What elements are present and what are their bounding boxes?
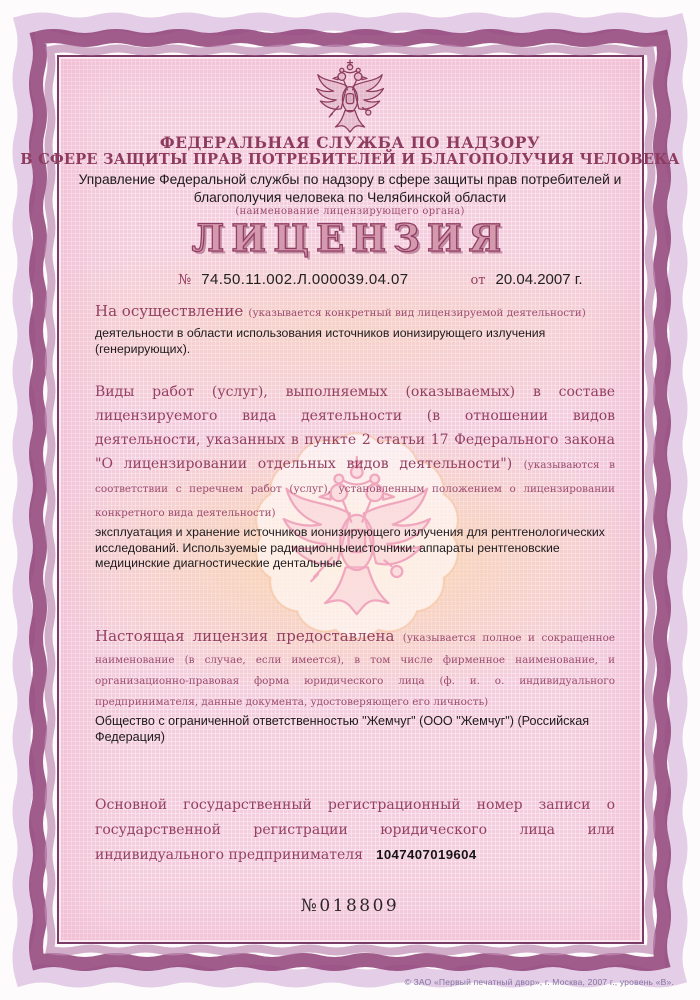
work-types-caption: (указываются в соответствии с перечнем работ (услуг), установленным положением о лицензировании конкретного вида деятельности) <box>95 459 615 519</box>
document-title: ЛИЦЕНЗИЯ <box>191 216 509 260</box>
section-licensee <box>95 625 615 745</box>
activity-caption: (указывается конкретный вид лицензируемой деятельности) <box>248 307 586 319</box>
issuing-authority: Управление Федеральной службы по надзору в сфере защиты прав потребителей и благополучия человека по Челябинской области <box>78 172 622 205</box>
ogrn-number: 1047407019604 <box>376 846 477 862</box>
license-number: 74.50.11.002.Л.000039.04.07 <box>201 271 409 288</box>
ogrn-label: Основной государственный регистрационный номер записи о государственной регистрации юридического лица или индивидуального предпринимателя <box>95 797 615 863</box>
number-label: № <box>178 272 192 288</box>
date-label: от <box>470 273 486 288</box>
license-number-row <box>178 270 583 288</box>
activity-label: На осуществление <box>95 302 244 320</box>
section-ogrn <box>95 792 615 866</box>
printer-note: © ЗАО «Первый печатный двор», г. Москва, 2007 г., уровень «В». <box>404 977 674 987</box>
licensee-value: Общество с ограниченной ответственностью "Жемчуг" (ООО "Жемчуг") (Российская Федерация) <box>95 714 590 745</box>
russian-coat-of-arms-icon <box>312 57 388 143</box>
blank-serial-number: №018809 <box>300 896 400 916</box>
activity-value: деятельности в области использования источников ионизирующего излучения (генерирующих). <box>95 326 546 356</box>
section-work-types <box>95 379 615 572</box>
licensee-caption: (указывается полное и сокращенное наименование (в случае, если имеется), в том числе фирменное наименование, и организационно-правовая форма юридического лица (ф. и. о. индивидуального предпринимателя, данные документа, удостоверяющего его личность) <box>95 632 615 709</box>
work-types-value: эксплуатация и хранение источников ионизирующего излучения для рентгенологических исследований. Используемые радиационныеисточники: аппараты рентгеновские медицинские диагностические дентальные <box>95 525 605 571</box>
agency-name-line2: В СФЕРЕ ЗАЩИТЫ ПРАВ ПОТРЕБИТЕЛЕЙ И БЛАГОПОЛУЧИЯ ЧЕЛОВЕКА <box>20 151 680 168</box>
licensee-label: Настоящая лицензия предоставлена <box>95 627 395 645</box>
agency-name-line1: ФЕДЕРАЛЬНАЯ СЛУЖБА ПО НАДЗОРУ <box>159 133 541 152</box>
section-activity <box>95 299 615 357</box>
license-date: 20.04.2007 г. <box>495 271 583 288</box>
work-types-label: Виды работ (услуг), выполняемых (оказываемых) в составе лицензируемого вида деятельности (в отношении видов деятельности, указанных в пункте 2 статьи 17 Федерального закона "О лицензировании отдельных видов деятельности") <box>95 384 615 472</box>
issuing-authority-caption: (наименование лицензирующего органа) <box>235 206 465 217</box>
